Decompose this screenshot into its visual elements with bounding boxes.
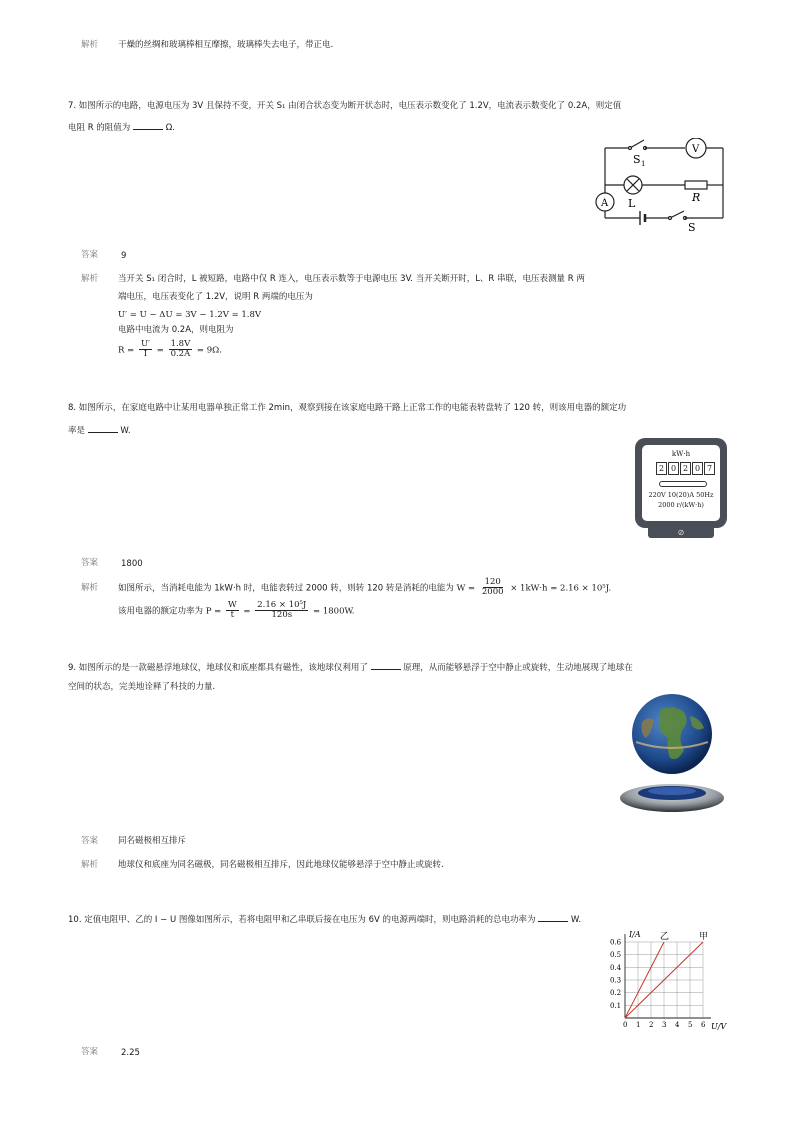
y-tick-label: 0.2 <box>610 989 622 998</box>
lamp-label: L <box>628 197 636 210</box>
answer-label: 答案 <box>81 558 99 568</box>
q7-stem-line1: 7. 如图所示的电路，电源电压为 3V 且保持不变，开关 S₁ 由闭合状态变为断开状态时，电压表示数变化了 1.2V，电流表示数变化了 0.2A，则定值 <box>68 101 622 111</box>
q9-stem-line1: 9. 如图所示的是一款磁悬浮地球仪，地球仪和底座都具有磁性，该地球仪利用了 原理，从而能够悬浮于空中静止或旋转，生动地展现了地球在 <box>68 663 633 673</box>
q8-analysis-line2: 该用电器的额定功率为 P = $\frac{W}{t}$ = $\frac{\text{2.16 × 10⁵J}}{120s}$ = 1800W. <box>118 600 355 621</box>
q9-stem-line2: 空间的状态，完美地诠释了科技的力量. <box>68 682 216 692</box>
meter-unit: kW·h <box>671 450 691 458</box>
y-tick-label: 0.6 <box>610 938 622 947</box>
meter-digit: 2 <box>680 462 691 475</box>
q7-stem-line2: 电阻 R 的阻值为 Ω. <box>68 123 175 133</box>
analysis-label: 解析 <box>81 860 99 870</box>
q7-equation-2: R = $\frac{U'}{I}$ = $\frac{1.8V}{0.2A}$ = 9Ω. <box>118 339 222 360</box>
q8-stem-line2: 率是 W. <box>68 426 131 436</box>
y-tick-label: 0.4 <box>610 963 622 972</box>
x-tick-label: 3 <box>662 1021 667 1029</box>
meter-base: ⊘ <box>648 528 714 538</box>
answer-label: 答案 <box>81 836 99 846</box>
q7-equation-1: U′ = U − ΔU = 3V − 1.2V = 1.8V <box>118 310 262 320</box>
q8-analysis-line1: 如图所示，当消耗电能为 1kW·h 时，电能表转过 2000 转，则转 120 转是消耗的电能为 W = $\frac{120}{2000}$ × 1kW·h = 2.16 × 10⁵J. <box>118 577 612 598</box>
x-tick-label: 2 <box>649 1021 654 1029</box>
x-axis-label: U/V <box>711 1022 727 1031</box>
x-tick-label: 5 <box>688 1021 693 1029</box>
q8-answer-blank <box>88 424 118 433</box>
meter-digits <box>656 462 716 475</box>
answer-label: 答案 <box>81 1047 99 1057</box>
iu-graph <box>603 926 733 1036</box>
q9-analysis: 地球仪和底座为同名磁极，同名磁极相互排斥，因此地球仪能够悬浮于空中静止或旋转. <box>118 860 444 870</box>
switch-s-label: S <box>688 221 696 234</box>
resistor-label: R <box>692 191 701 204</box>
meter-digit: 0 <box>692 462 703 475</box>
q7-answer: 9 <box>121 251 127 261</box>
meter-digit: 7 <box>704 462 715 475</box>
voltmeter-label: V <box>692 144 700 155</box>
q9-answer-blank <box>371 661 401 670</box>
q8-stem-line1: 8. 如图所示，在家庭电路中让某用电器单独正常工作 2min，观察到接在该家庭电路干路上正常工作的电能表转盘转了 120 转，则该用电器的额定功 <box>68 403 627 413</box>
q10-answer-blank <box>538 913 568 922</box>
analysis-label: 解析 <box>81 274 99 284</box>
series-label: 乙 <box>660 932 670 942</box>
x-tick-label: 1 <box>636 1021 641 1029</box>
meter-digit: 0 <box>668 462 679 475</box>
series-label: 甲 <box>699 932 709 942</box>
q7-answer-blank <box>133 121 163 130</box>
s1-sub-label: 1 <box>641 160 646 168</box>
prev-analysis: 干燥的丝绸和玻璃棒相互摩擦，玻璃棒失去电子，带正电. <box>118 40 334 50</box>
q10-answer: 2.25 <box>121 1048 140 1058</box>
q7-analysis-line1: 当开关 S₁ 闭合时，L 被短路，电路中仅 R 连入，电压表示数等于电源电压 3V. 当开关断开时，L、R 串联，电压表测量 R 两 <box>118 274 585 284</box>
meter-disc-icon <box>659 481 707 487</box>
answer-label: 答案 <box>81 250 99 260</box>
y-tick-label: 0.1 <box>610 1001 622 1010</box>
meter-rev: 2000 r/(kW·h) <box>658 501 704 509</box>
s1-label: S <box>633 153 641 166</box>
q8-answer: 1800 <box>121 559 143 569</box>
analysis-label: 解析 <box>81 40 99 50</box>
q9-answer: 同名磁极相互排斥 <box>118 836 187 846</box>
x-tick-label: 0 <box>623 1021 628 1029</box>
y-axis-label: I/A <box>629 930 641 939</box>
q7-circuit-diagram <box>590 138 730 236</box>
energy-meter <box>635 438 727 528</box>
x-tick-label: 4 <box>675 1021 680 1029</box>
maglev-globe-image <box>612 692 732 820</box>
x-tick-label: 6 <box>701 1021 706 1029</box>
q7-analysis-line3: 电路中电流为 0.2A，则电阻为 <box>118 325 234 335</box>
ammeter-label: A <box>601 198 609 209</box>
q10-stem-line1: 10. 定值电阻甲、乙的 I − U 图像如图所示，若将电阻甲和乙串联后接在电压为 6V 的电源两端时，则电路消耗的总电功率为 W. <box>68 915 582 925</box>
y-tick-label: 0.3 <box>610 976 622 985</box>
meter-digit: 2 <box>656 462 667 475</box>
analysis-label: 解析 <box>81 583 99 593</box>
meter-spec: 220V 10(20)A 50Hz <box>648 491 714 499</box>
q7-analysis-line2: 端电压，电压表变化了 1.2V，说明 R 两端的电压为 <box>118 292 313 302</box>
y-tick-label: 0.5 <box>610 951 622 960</box>
